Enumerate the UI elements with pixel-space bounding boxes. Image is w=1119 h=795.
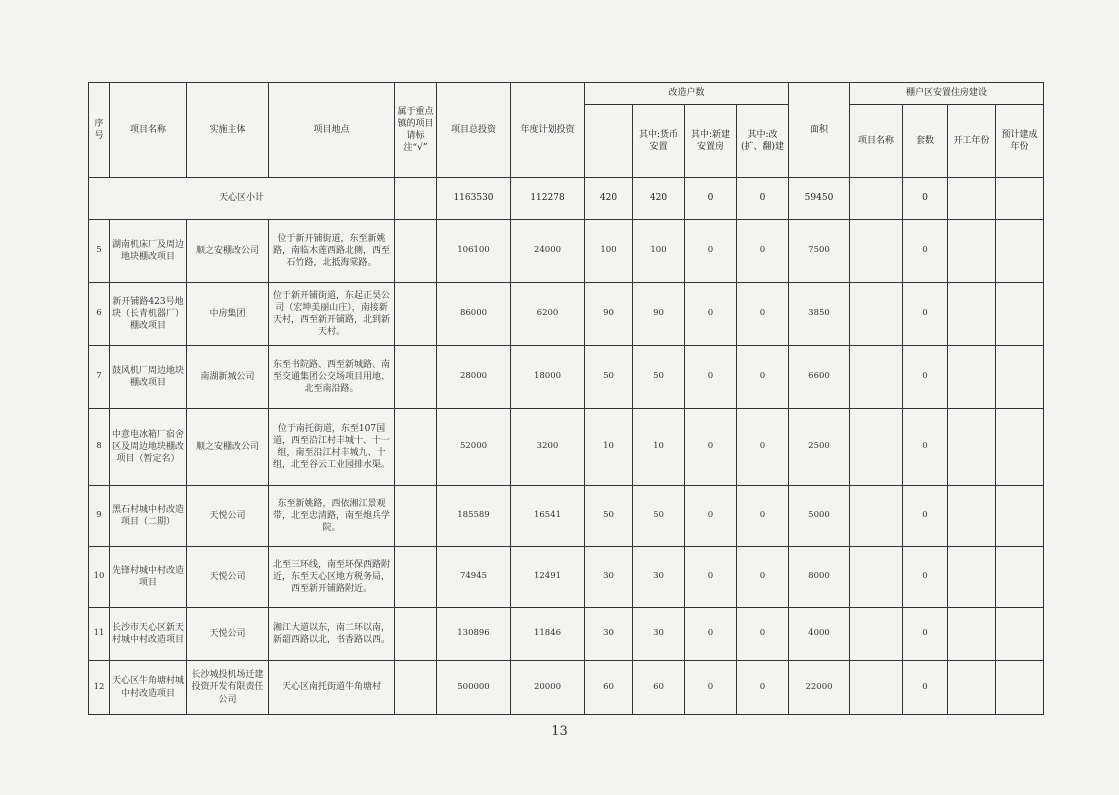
housing-name-cell bbox=[850, 661, 903, 715]
units-cell: 0 bbox=[903, 220, 948, 283]
key-town-cell bbox=[395, 661, 437, 715]
seq-cell: 6 bbox=[89, 283, 110, 346]
col-header-monetary: 其中:货币安置 bbox=[633, 105, 685, 178]
housing-name-cell bbox=[850, 220, 903, 283]
units-cell: 0 bbox=[903, 346, 948, 409]
location-cell: 东至书院路、西至新城路、南至交通集团公交场项目用地、北至南沿路。 bbox=[269, 346, 395, 409]
annual-investment-cell: 12491 bbox=[511, 547, 585, 608]
finish-year-cell bbox=[996, 547, 1044, 608]
subtotal-renovate: 0 bbox=[737, 178, 789, 220]
total-investment-cell: 86000 bbox=[437, 283, 511, 346]
monetary-cell: 50 bbox=[633, 486, 685, 547]
households-cell: 100 bbox=[585, 220, 633, 283]
col-header-households-total bbox=[585, 105, 633, 178]
page-number: 13 bbox=[551, 724, 568, 739]
area-cell: 6600 bbox=[789, 346, 850, 409]
key-town-cell bbox=[395, 283, 437, 346]
project-name-cell: 长沙市天心区新天村城中村改造项目 bbox=[110, 608, 187, 661]
start-year-cell bbox=[948, 220, 996, 283]
col-header-seq: 序号 bbox=[89, 83, 110, 178]
annual-investment-cell: 3200 bbox=[511, 409, 585, 486]
total-investment-cell: 52000 bbox=[437, 409, 511, 486]
annual-investment-cell: 24000 bbox=[511, 220, 585, 283]
new-resettle-cell: 0 bbox=[685, 661, 737, 715]
col-header-housing-finish: 预计建成年份 bbox=[996, 105, 1044, 178]
project-name-cell: 天心区牛角塘村城中村改造项目 bbox=[110, 661, 187, 715]
seq-cell: 7 bbox=[89, 346, 110, 409]
col-header-housing-name: 项目名称 bbox=[850, 105, 903, 178]
housing-name-cell bbox=[850, 346, 903, 409]
total-investment-cell: 500000 bbox=[437, 661, 511, 715]
units-cell: 0 bbox=[903, 486, 948, 547]
new-resettle-cell: 0 bbox=[685, 409, 737, 486]
project-name-cell: 先锋村城中村改造项目 bbox=[110, 547, 187, 608]
table-row bbox=[89, 283, 1044, 346]
units-cell: 0 bbox=[903, 283, 948, 346]
units-cell: 0 bbox=[903, 661, 948, 715]
subtotal-area: 59450 bbox=[789, 178, 850, 220]
households-cell: 50 bbox=[585, 346, 633, 409]
table-row bbox=[89, 346, 1044, 409]
entity-cell: 顺之安棚改公司 bbox=[187, 220, 269, 283]
subtotal-label: 天心区小计 bbox=[89, 178, 395, 220]
monetary-cell: 100 bbox=[633, 220, 685, 283]
key-town-cell bbox=[395, 486, 437, 547]
finish-year-cell bbox=[996, 608, 1044, 661]
location-cell: 位于新开铺街道，东起正昊公司（宏坤美丽山庄），南接新天村，西至新开铺路，北到新天村。 bbox=[269, 283, 395, 346]
project-name-cell: 新开铺路423号地块（长青机器厂）棚改项目 bbox=[110, 283, 187, 346]
housing-name-cell bbox=[850, 409, 903, 486]
project-name-cell: 湖南机床厂及周边地块棚改项目 bbox=[110, 220, 187, 283]
col-header-housing-units: 套数 bbox=[903, 105, 948, 178]
households-cell: 30 bbox=[585, 547, 633, 608]
housing-name-cell bbox=[850, 547, 903, 608]
col-header-name: 项目名称 bbox=[110, 83, 187, 178]
location-cell: 位于新开铺街道，东至新姚路，南临木莲西路北侧，西至石竹路，北抵海棠路。 bbox=[269, 220, 395, 283]
seq-cell: 12 bbox=[89, 661, 110, 715]
project-name-cell: 黑石村城中村改造项目（二期） bbox=[110, 486, 187, 547]
shantytown-project-table bbox=[88, 82, 1044, 715]
monetary-cell: 10 bbox=[633, 409, 685, 486]
subtotal-start bbox=[948, 178, 996, 220]
project-name-cell: 中意电冰箱厂宿舍区及周边地块棚改项目（暂定名） bbox=[110, 409, 187, 486]
subtotal-row bbox=[89, 178, 1044, 220]
start-year-cell bbox=[948, 547, 996, 608]
location-cell: 天心区南托街道牛角塘村 bbox=[269, 661, 395, 715]
monetary-cell: 50 bbox=[633, 346, 685, 409]
area-cell: 4000 bbox=[789, 608, 850, 661]
households-cell: 90 bbox=[585, 283, 633, 346]
subtotal-new-resettle: 0 bbox=[685, 178, 737, 220]
area-cell: 22000 bbox=[789, 661, 850, 715]
seq-cell: 10 bbox=[89, 547, 110, 608]
renovate-cell: 0 bbox=[737, 547, 789, 608]
subtotal-total-investment: 1163530 bbox=[437, 178, 511, 220]
entity-cell: 天悦公司 bbox=[187, 486, 269, 547]
key-town-cell bbox=[395, 547, 437, 608]
location-cell: 东至新姚路，西依湘江景观带，北至忠清路，南至炮兵学院。 bbox=[269, 486, 395, 547]
monetary-cell: 30 bbox=[633, 608, 685, 661]
annual-investment-cell: 11846 bbox=[511, 608, 585, 661]
housing-name-cell bbox=[850, 608, 903, 661]
area-cell: 8000 bbox=[789, 547, 850, 608]
households-cell: 60 bbox=[585, 661, 633, 715]
start-year-cell bbox=[948, 661, 996, 715]
annual-investment-cell: 16541 bbox=[511, 486, 585, 547]
key-town-cell bbox=[395, 220, 437, 283]
subtotal-finish bbox=[996, 178, 1044, 220]
table-row bbox=[89, 220, 1044, 283]
project-name-cell: 鼓风机厂周边地块棚改项目 bbox=[110, 346, 187, 409]
units-cell: 0 bbox=[903, 409, 948, 486]
households-cell: 10 bbox=[585, 409, 633, 486]
housing-name-cell bbox=[850, 486, 903, 547]
total-investment-cell: 130896 bbox=[437, 608, 511, 661]
start-year-cell bbox=[948, 608, 996, 661]
col-header-households-group: 改造户数 bbox=[585, 83, 789, 105]
new-resettle-cell: 0 bbox=[685, 486, 737, 547]
location-cell: 北至三环线，南至环保西路附近，东至天心区地方税务局，西至新开铺路附近。 bbox=[269, 547, 395, 608]
entity-cell: 中房集团 bbox=[187, 283, 269, 346]
seq-cell: 8 bbox=[89, 409, 110, 486]
area-cell: 3850 bbox=[789, 283, 850, 346]
annual-investment-cell: 18000 bbox=[511, 346, 585, 409]
renovate-cell: 0 bbox=[737, 283, 789, 346]
col-header-housing-start: 开工年份 bbox=[948, 105, 996, 178]
col-header-total-investment: 项目总投资 bbox=[437, 83, 511, 178]
housing-name-cell bbox=[850, 283, 903, 346]
new-resettle-cell: 0 bbox=[685, 283, 737, 346]
key-town-cell bbox=[395, 346, 437, 409]
col-header-housing-group: 棚户区安置住房建设 bbox=[850, 83, 1044, 105]
col-header-new-resettle: 其中:新建安置房 bbox=[685, 105, 737, 178]
total-investment-cell: 74945 bbox=[437, 547, 511, 608]
subtotal-key-town bbox=[395, 178, 437, 220]
key-town-cell bbox=[395, 608, 437, 661]
total-investment-cell: 28000 bbox=[437, 346, 511, 409]
key-town-cell bbox=[395, 409, 437, 486]
start-year-cell bbox=[948, 486, 996, 547]
renovate-cell: 0 bbox=[737, 661, 789, 715]
entity-cell: 南湖新城公司 bbox=[187, 346, 269, 409]
header-row-1 bbox=[89, 83, 1044, 105]
col-header-annual-investment: 年度计划投资 bbox=[511, 83, 585, 178]
total-investment-cell: 106100 bbox=[437, 220, 511, 283]
annual-investment-cell: 6200 bbox=[511, 283, 585, 346]
finish-year-cell bbox=[996, 346, 1044, 409]
monetary-cell: 30 bbox=[633, 547, 685, 608]
start-year-cell bbox=[948, 346, 996, 409]
entity-cell: 天悦公司 bbox=[187, 608, 269, 661]
annual-investment-cell: 20000 bbox=[511, 661, 585, 715]
renovate-cell: 0 bbox=[737, 608, 789, 661]
subtotal-units: 0 bbox=[903, 178, 948, 220]
start-year-cell bbox=[948, 283, 996, 346]
monetary-cell: 60 bbox=[633, 661, 685, 715]
col-header-location: 项目地点 bbox=[269, 83, 395, 178]
units-cell: 0 bbox=[903, 608, 948, 661]
subtotal-housing-name bbox=[850, 178, 903, 220]
entity-cell: 长沙城投机场迁建投资开发有限责任公司 bbox=[187, 661, 269, 715]
households-cell: 30 bbox=[585, 608, 633, 661]
monetary-cell: 90 bbox=[633, 283, 685, 346]
table-row bbox=[89, 409, 1044, 486]
area-cell: 5000 bbox=[789, 486, 850, 547]
entity-cell: 顺之安棚改公司 bbox=[187, 409, 269, 486]
project-rows bbox=[89, 220, 1044, 715]
entity-cell: 天悦公司 bbox=[187, 547, 269, 608]
finish-year-cell bbox=[996, 409, 1044, 486]
new-resettle-cell: 0 bbox=[685, 547, 737, 608]
start-year-cell bbox=[948, 409, 996, 486]
table-row bbox=[89, 547, 1044, 608]
renovate-cell: 0 bbox=[737, 346, 789, 409]
table-row bbox=[89, 608, 1044, 661]
finish-year-cell bbox=[996, 283, 1044, 346]
finish-year-cell bbox=[996, 486, 1044, 547]
col-header-renovate: 其中:改(扩、翻)建 bbox=[737, 105, 789, 178]
location-cell: 位于南托街道，东至107国道，西至沿江村丰城十、十一组，南至沿江村丰城九、十组，北至谷云工业园排水渠。 bbox=[269, 409, 395, 486]
finish-year-cell bbox=[996, 220, 1044, 283]
new-resettle-cell: 0 bbox=[685, 346, 737, 409]
subtotal-households: 420 bbox=[585, 178, 633, 220]
total-investment-cell: 185589 bbox=[437, 486, 511, 547]
seq-cell: 9 bbox=[89, 486, 110, 547]
units-cell: 0 bbox=[903, 547, 948, 608]
table-row bbox=[89, 486, 1044, 547]
location-cell: 湘江大道以东，南二环以南，新韶西路以北，书香路以西。 bbox=[269, 608, 395, 661]
renovate-cell: 0 bbox=[737, 409, 789, 486]
col-header-area: 面积 bbox=[789, 83, 850, 178]
renovate-cell: 0 bbox=[737, 486, 789, 547]
table-row bbox=[89, 661, 1044, 715]
area-cell: 7500 bbox=[789, 220, 850, 283]
area-cell: 2500 bbox=[789, 409, 850, 486]
seq-cell: 11 bbox=[89, 608, 110, 661]
new-resettle-cell: 0 bbox=[685, 220, 737, 283]
renovate-cell: 0 bbox=[737, 220, 789, 283]
subtotal-monetary: 420 bbox=[633, 178, 685, 220]
col-header-key-town: 属于重点镇的项目请标注“√” bbox=[395, 83, 437, 178]
finish-year-cell bbox=[996, 661, 1044, 715]
col-header-entity: 实施主体 bbox=[187, 83, 269, 178]
new-resettle-cell: 0 bbox=[685, 608, 737, 661]
households-cell: 50 bbox=[585, 486, 633, 547]
seq-cell: 5 bbox=[89, 220, 110, 283]
subtotal-annual-investment: 112278 bbox=[511, 178, 585, 220]
